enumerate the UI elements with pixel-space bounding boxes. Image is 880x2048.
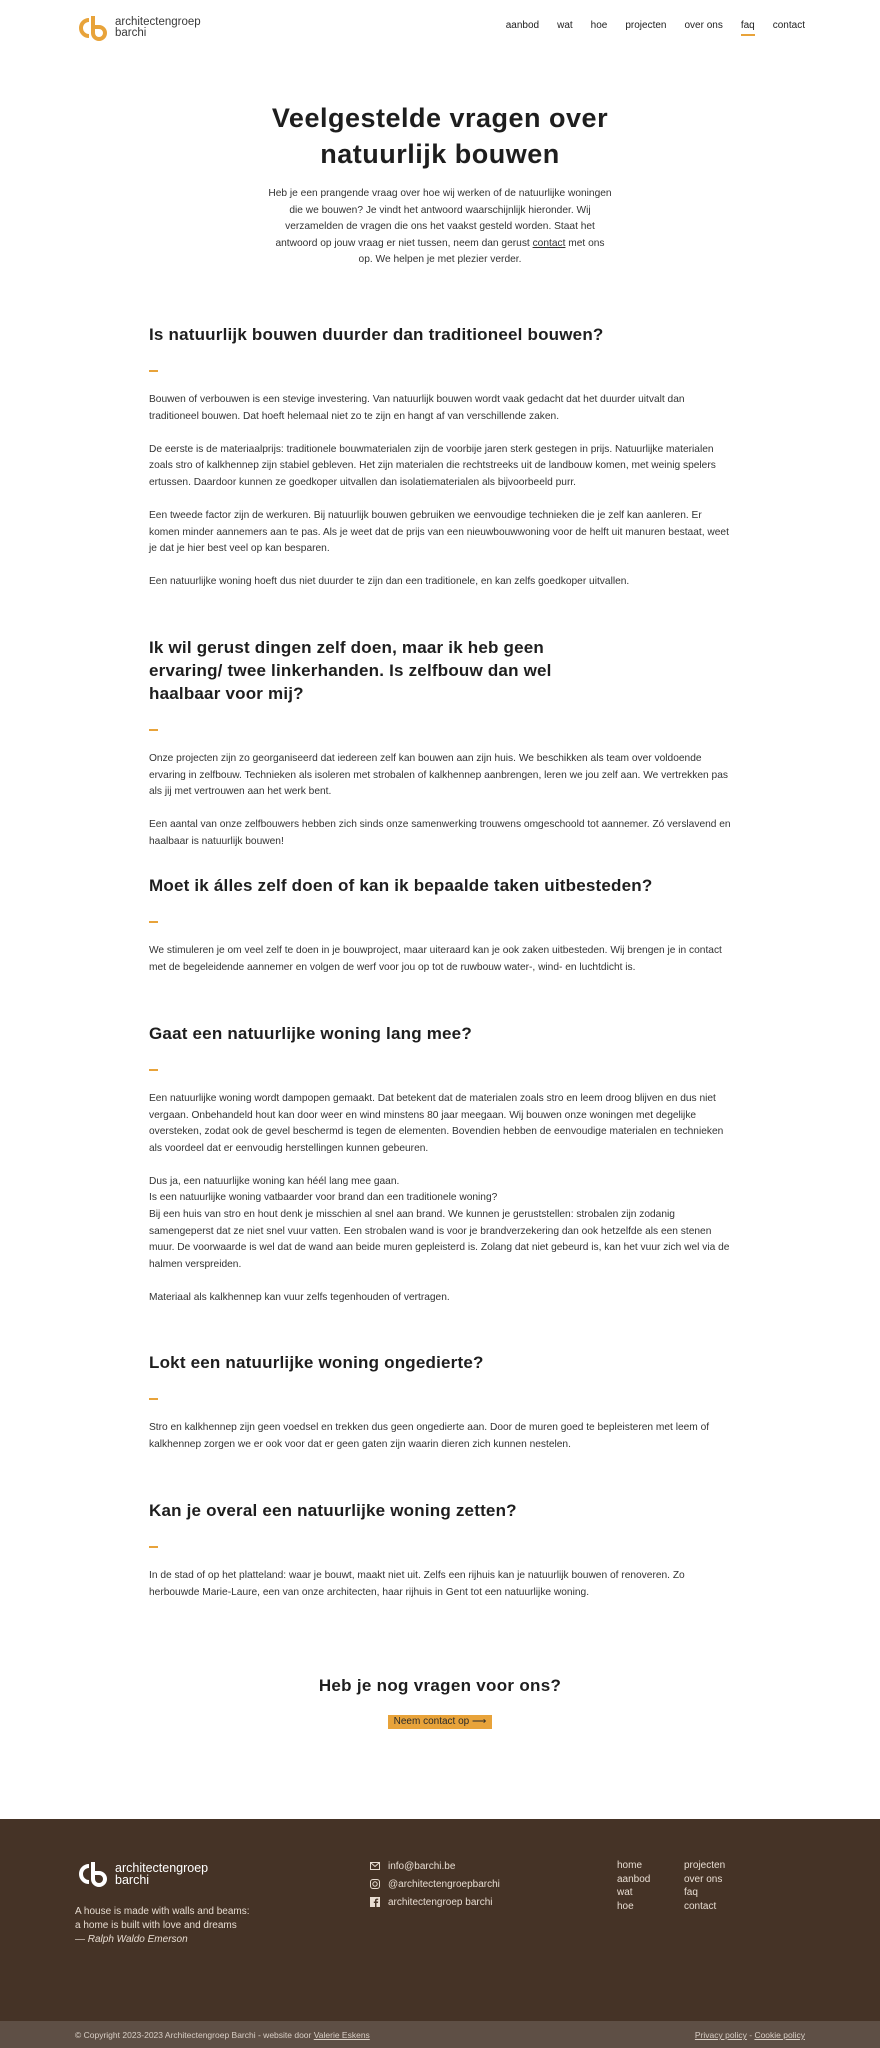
footer-link-faq[interactable]: faq [684,1887,698,1898]
faq-answer [149,392,733,591]
faq-paragraph: Bouwen of verbouwen is een stevige investering. Van natuurlijk bouwen wordt vaak gedacht dat het duurder uitvalt dan traditioneel bouwen. Dat hoeft helemaal niet zo te zijn en hangt af van verschillende zaken. [149,394,685,422]
instagram-icon [370,1879,380,1889]
faq-paragraph: We stimuleren je om veel zelf te doen in je bouwproject, maar uiteraard kan je ook zaken uitbesteden. Wij brengen je in contact met de begeleidende aannemer en volgen de werf voor jou op tot de ruwbouw water-, wind- en luchtdicht is. [149,945,722,973]
mail-icon [370,1861,380,1871]
faq-question: Ik wil gerust dingen zelf doen, maar ik heb geen ervaring/ twee linkerhanden. Is zelfbouw dan wel haalbaar voor mij? [149,638,552,703]
main-nav [488,20,805,34]
email-text: info@barchi.be [388,1860,456,1872]
nav-item-aanbod[interactable]: aanbod [505,20,540,31]
footer-link-hoe[interactable]: hoe [617,1900,634,1912]
faq-question: Kan je overal een natuurlijke woning zetten? [149,1501,517,1520]
nav-item-over-ons[interactable]: over ons [684,20,723,31]
faq-item [149,636,733,850]
footer-link-aanbod[interactable]: aanbod [617,1873,651,1885]
footer-link-wat[interactable]: wat [617,1887,633,1898]
faq-paragraph: In de stad of op het platteland: waar je bouwt, maakt niet uit. Zelfs een rijhuis kan je natuurlijk bouwen of renoveren. Zo herbouwde Marie-Laure, een van onze architecten, haar rijhuis in Gent tot een natuurlijke woning. [149,1570,685,1598]
legal-links [695,2030,805,2040]
faq-answer [149,1568,733,1601]
nav-item-contact[interactable]: contact [772,20,805,31]
accent-dash [149,1546,158,1548]
logo-mark-icon [75,1859,111,1889]
footer-link-home[interactable]: home [617,1860,643,1871]
footer-logo[interactable] [75,1859,208,1889]
accent-dash [149,1398,158,1400]
quote-author: — Ralph Waldo Emerson [75,1934,188,1945]
faq-question: Moet ik álles zelf doen of kan ik bepaalde taken uitbesteden? [149,876,653,895]
quote-line: a home is built with love and dreams [75,1920,237,1931]
accent-dash [149,1069,158,1071]
quote-line: A house is made with walls and beams: [75,1906,250,1917]
privacy-link[interactable]: Privacy policy [694,2030,747,2040]
page-title [0,100,880,172]
faq-answer [149,751,733,850]
nav-item-wat[interactable]: wat [557,20,573,31]
footer-link-projecten[interactable]: projecten [684,1860,726,1871]
logo-text-line1: architectengroep [115,16,201,28]
copyright-text: © Copyright 2023-2023 Architectengroep Barchi - website door [75,2030,314,2040]
logo-mark-icon [75,13,111,43]
facebook-icon [370,1897,380,1907]
bottom-bar [0,2021,880,2048]
footer-logo-line1: architectengroep [115,1861,209,1875]
faq-paragraph: Een aantal van onze zelfbouwers hebben zich sinds onze samenwerking trouwens omgeschoold tot aannemer. Zó verslavend en haalbaar is natuurlijk bouwen! [149,819,731,847]
footer-link-over-ons[interactable]: over ons [684,1873,723,1885]
cta-title: Heb je nog vragen voor ons? [318,1676,562,1695]
faq-answer [149,943,733,976]
accent-dash [149,921,158,923]
footer-quote [75,1905,250,1947]
page-title-line2: natuurlijk bouwen [320,139,560,169]
facebook-text: architectengroep barchi [388,1896,493,1908]
cookie-link[interactable]: Cookie policy [754,2030,805,2040]
faq-question: Gaat een natuurlijke woning lang mee? [149,1024,472,1043]
faq-item [149,1351,733,1453]
nav-item-projecten[interactable]: projecten [625,20,667,31]
faq-answer [149,1091,733,1307]
accent-dash [149,729,158,731]
instagram-text: @architectengroepbarchi [388,1878,500,1890]
faq-paragraph: De eerste is de materiaalprijs: traditionele bouwmaterialen zijn de voorbije jaren sterk gestegen in prijs. Natuurlijke materialen zoals stro of kalkhennep zijn stabiel gebleven. Het zijn materialen die rechtstreeks uit de landbouw komen, met weinig spelers ertussen. Daardoor kunnen ze goedkoper uitvallen dan isolatiematerialen als bijvoorbeeld purr. [149,443,716,488]
faq-paragraph: Materiaal als kalkhennep kan vuur zelfs tegenhouden of vertragen. [149,1291,450,1303]
logo[interactable] [75,13,201,43]
site-footer [0,1819,880,2021]
accent-dash [149,370,158,372]
intro-text-end: met ons op. We helpen je met plezier verder. [358,237,605,265]
faq-item [149,1022,733,1307]
footer-links-col1 [617,1859,650,1913]
faq-question: Is natuurlijk bouwen duurder dan traditioneel bouwen? [149,325,604,344]
faq-paragraph: Een natuurlijke woning hoeft dus niet duurder te zijn dan een traditionele, en kan zelfs goedkoper uitvallen. [149,576,630,588]
instagram-link[interactable] [370,1875,500,1893]
faq-paragraph: Onze projecten zijn zo georganiseerd dat iedereen zelf kan bouwen aan zijn huis. We beschikken als team over voldoende ervaring in zelfbouw. Technieken als isoleren met strobalen of kalkhennep aanbrengen, leren we jou zelf aan. We vertrekken pas als jij met vertrouwen aan het werk bent. [149,753,728,798]
page-title-line1: Veelgestelde vragen over [271,103,609,133]
nav-item-hoe[interactable]: hoe [590,20,608,31]
faq-answer [149,1420,733,1453]
contact-button[interactable]: Neem contact op ⟶ [388,1715,492,1729]
copyright [75,2030,370,2040]
email-link[interactable] [370,1857,500,1875]
footer-logo-line2: barchi [115,1873,150,1887]
intro-contact-link[interactable]: contact [532,237,566,249]
intro-text [268,186,612,269]
faq-paragraph: Dus ja, een natuurlijke woning kan héél lang mee gaan. Is een natuurlijke woning vatbaarder voor brand dan een traditionele woning? Bij een huis van stro en hout denk je misschien al snel aan brand. We kunnen je geruststellen: strobalen zijn zodanig samengeperst dat ze niet snel vuur vatten. Een strobalen wand is voor je brandverzekering dan ook hetzelfde als een stenen muur. De voorwaarde is wel dat de wand aan beide muren gepleisterd is. Zolang dat niet gebeurd is, kan het vuur zich wel via de halmen verspreiden. [149,1175,730,1270]
legal-separator: - [746,2030,755,2040]
nav-item-faq[interactable]: faq [741,20,755,34]
faq-item [149,874,733,976]
faq-paragraph: Stro en kalkhennep zijn geen voedsel en trekken dus geen ongedierte aan. Door de muren goed te bepleisteren met leem of kalkhennep zorgen we er ook voor dat er geen gaten zijn waarin dieren zich kunnen nestelen. [149,1422,710,1450]
footer-links-col2 [684,1859,725,1913]
facebook-link[interactable] [370,1893,500,1911]
faq-paragraph: Een tweede factor zijn de werkuren. Bij natuurlijk bouwen gebruiken we eenvoudige technieken die je zelf kan aanleren. Er komen minder aannemers aan te pas. Als je weet dat de prijs van een nieuwbouwwoning voor de helft uit manuren bestaat, weet je dat je hier best veel op kan besparen. [149,509,729,555]
footer-contact [370,1857,500,1911]
logo-text-line2: barchi [115,27,147,39]
faq-paragraph: Een natuurlijke woning wordt dampopen gemaakt. Dat betekent dat de materialen zoals stro en leem droog blijven en dus niet vergaan. Onbehandeld hout kan door weer en wind minstens 80 jaar meegaan. Wij bouwen onze woningen met degelijke oversteken, zodat ook de gevel beschermd is tegen de elementen. Bovendien hebben de eenvoudige materialen en technieken als voordeel dat er eenvoudig herstellingen kunnen gebeuren. [149,1093,724,1154]
credit-link[interactable]: Valerie Eskens [313,2030,370,2040]
faq-item [149,1499,733,1601]
faq-question: Lokt een natuurlijke woning ongedierte? [149,1353,484,1372]
faq-item [149,323,733,591]
intro-text-start: Heb je een prangende vraag over hoe wij werken of de natuurlijke woningen die we bouwen? Je vindt het antwoord waarschijnlijk hieronder. Wij verzamelden de vragen die ons het vaakst gesteld worden. Staat het antwoord op jouw vraag er niet tussen, neem dan gerust [268,188,612,249]
footer-link-contact[interactable]: contact [684,1900,717,1912]
site-header [0,0,880,56]
